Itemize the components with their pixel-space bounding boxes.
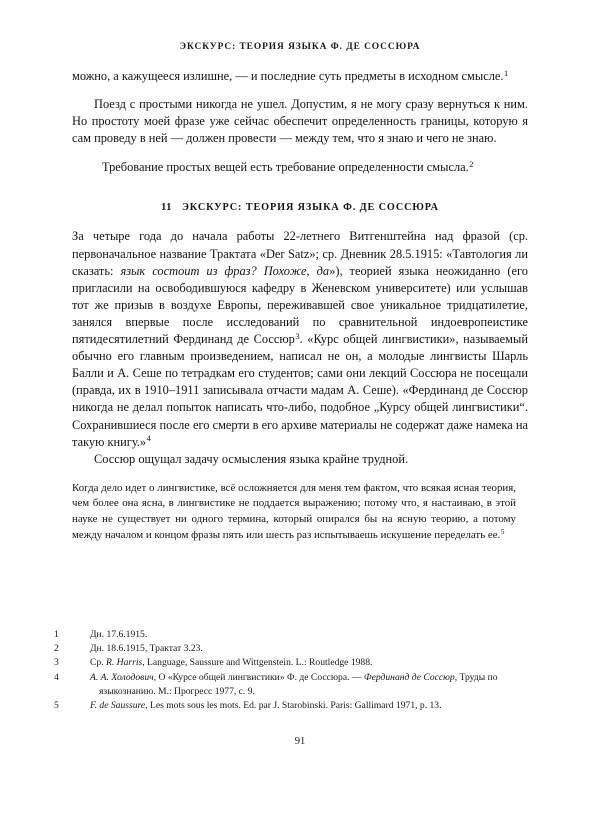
carryover-paragraph (72, 68, 528, 85)
footnote-author-italic: R. Harris (106, 657, 143, 669)
block-quotation (72, 481, 516, 543)
footnote-ref-1[interactable]: 1 (503, 67, 509, 78)
section-heading (72, 202, 528, 213)
footnote-marker: 1 (54, 629, 59, 640)
footnote-item (54, 671, 528, 699)
footnote-marker: 4 (54, 671, 59, 683)
saussure-part-1: За четыре года до начала работы 22-летнего Витгенштейна над фразой (ср. первоначальное название Трактата «Der Satz»; ср. Дневник 28.5.1915: «Тавтология ли сказать: (72, 229, 528, 278)
footnote-text: , Language, Saussure and Wittgenstein. L.: Routledge 1988. (142, 657, 373, 669)
footnote-item (54, 628, 528, 642)
footnote-item (54, 642, 528, 656)
footnote-author-italic: А. А. Холодович (90, 671, 154, 683)
footnote-text: Дн. 18.6.1915, Трактат 3.23. (90, 643, 203, 655)
section-title: ЭКСКУРС: ТЕОРИЯ ЯЗЫКА Ф. ДЕ СОССЮРА (181, 202, 439, 214)
maxim-line (72, 159, 528, 176)
footnotes-block (54, 628, 528, 713)
footnote-prefix: Ср. (90, 657, 106, 669)
page-body (72, 68, 528, 543)
saussure-paragraph (72, 228, 528, 450)
footnote-ref-4[interactable]: 4 (146, 433, 151, 444)
footnote-ref-5[interactable]: 5 (500, 526, 505, 536)
saussure-difficulty-paragraph (72, 451, 528, 468)
saussure-italic-tautology: язык состоит из фраз? Похоже, да (120, 263, 330, 278)
footnote-ref-2[interactable]: 2 (469, 159, 474, 169)
saussure-part-2: »), теорией языка неожиданно (его пригласили на освободившуюся кафедру в Женевском университете) или услышав тот же призыв в воздухе Европы, переживавшей свое уникальное тридцатилетие, занялся впервые после исследований по сравнительной индоевропеистике пятидесятилетний Фердинанд де Соссюр (72, 263, 528, 347)
footnote-marker: 3 (54, 657, 59, 669)
footnote-mid-text: , О «Курсе общей лингвистики» Ф. де Соссюра. — (153, 671, 364, 683)
paragraph-train-text: Поезд с простыми никогда не ушел. Допустим, я не могу сразу вернуться к ним. Но простоту моей фразе уже сейчас обеспечит определенность границы, которую я сам проведу в ней — должен провести — между тем, что я знаю и чего не знаю. (72, 97, 528, 146)
block-quotation-paragraph (72, 481, 516, 543)
carryover-paragraph-text: можно, а кажущееся излишне, — и последние суть предметы в исходном смысле. (72, 69, 504, 83)
block-quotation-text: Когда дело идет о лингвистике, всё осложняется для меня тем фактом, что всякая ясная теория, чем более она ясна, в лингвистике не поддается выражению; потому что, я настаиваю, в этой науке не существует ни одного термина, который опирался бы на ясную теорию, а потому между началом и концом фразы пять или шесть раз испытываешь искушение переделать ее. (72, 481, 516, 541)
footnote-item (54, 699, 528, 713)
paragraph-train (72, 96, 528, 147)
saussure-difficulty-text: Соссюр ощущал задачу осмысления языка крайне трудной. (94, 451, 409, 466)
footnote-marker: 5 (54, 700, 59, 712)
footnote-text: , Труды по языкознанию. М.: Прогресс 1977, с. 9. (99, 671, 498, 697)
footnote-item (54, 656, 528, 670)
footnote-text: , Les mots sous les mots. Ed. par J. Starobinski. Paris: Gallimard 1971, p. 13. (145, 700, 442, 712)
footnote-source-italic: Фердинанд де Соссюр (363, 671, 455, 683)
maxim-text: Требование простых вещей есть требование определенности смысла. (102, 160, 469, 175)
section-number: 11 (161, 202, 172, 214)
footnote-text: Дн. 17.6.1915. (90, 629, 148, 640)
running-head: ЭКСКУРС: ТЕОРИЯ ЯЗЫКА Ф. ДЕ СОССЮРА (179, 42, 421, 52)
footnote-marker: 2 (54, 643, 59, 655)
footnote-author-italic: F. de Saussure (90, 700, 146, 712)
saussure-part-3: . «Курс общей лингвистики», называемый обычно его главным произведением, написал не он, а молодые лингвисты Шарль Балли и А. Сеше по тетрадкам его студентов; сами они лекций Соссюра не посещали (правда, их в 1910–1911 записывала отчасти мадам А. Сеше). «Фердинанд де Соссюр никогда не делал попыток написать что-либо, подобное „Курсу общей лингвистики“. Сохранившиеся после его смерти в его архиве материалы не содержат даже намека на такую книгу.» (72, 332, 528, 449)
page-number: 91 (294, 736, 306, 747)
footnote-ref-3[interactable]: 3 (295, 330, 300, 341)
